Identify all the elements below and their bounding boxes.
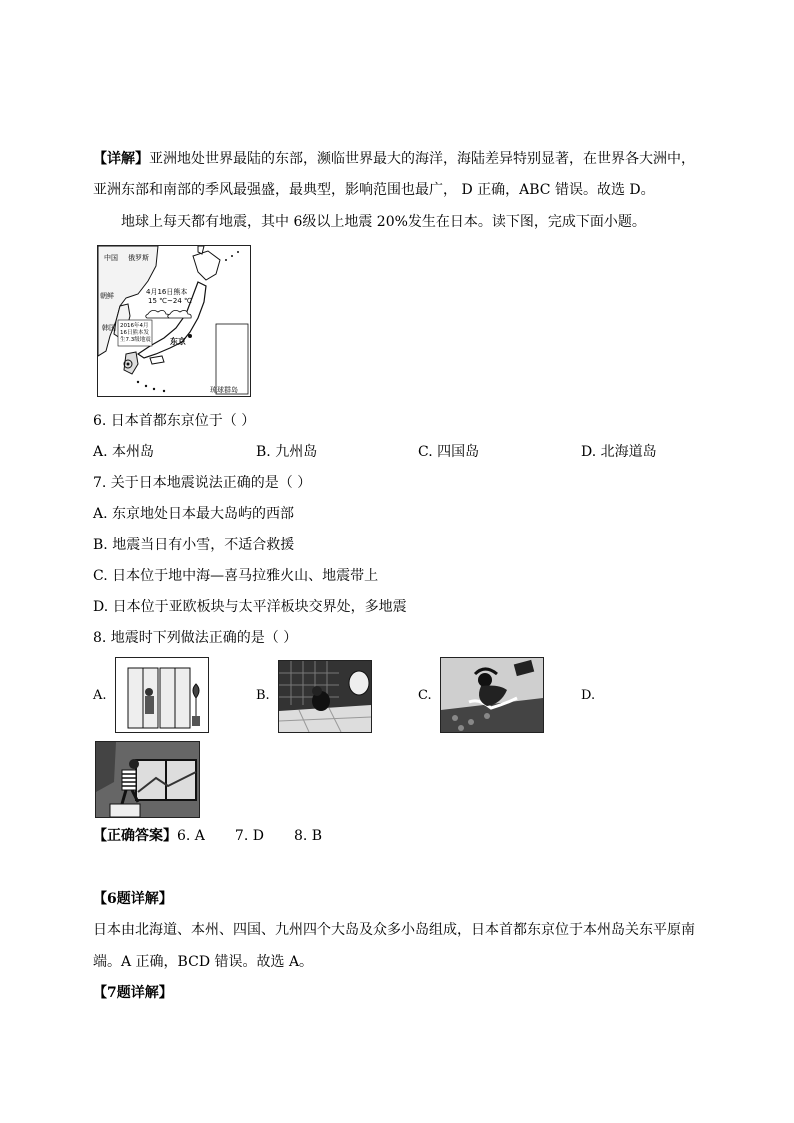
map-label-temperature: 15 ℃~24 ℃ — [148, 297, 192, 305]
question-intro: 地球上每天都有地震，其中 6级以上地震 20%发生在日本。读下图，完成下面小题。 — [121, 214, 646, 230]
q6-option-a[interactable]: A. 本州岛 — [93, 444, 155, 460]
map-label-quake-note-2: 16日熊本发 — [120, 330, 149, 336]
answer-tag: 【正确答案】 — [93, 828, 177, 844]
q8-option-c-image[interactable] — [440, 657, 544, 733]
map-label-quake-note-1: 2016年4月 — [120, 323, 149, 329]
explanation-tag: 【详解】 — [93, 151, 149, 167]
map-label-north-korea: 朝鲜 — [100, 292, 114, 300]
explanation-line-2: 亚洲东部和南部的季风最强盛，最典型，影响范围也最广， D 正确，ABC 错误。故选 D。 — [93, 182, 655, 198]
map-label-weather-date: 4月16日熊本 — [146, 288, 188, 296]
question-8-stem: 8. 地震时下列做法正确的是（ ） — [93, 630, 298, 646]
answer-line — [93, 827, 322, 845]
q7-option-d[interactable]: D. 日本位于亚欧板块与太平洋板块交界处，多地震 — [93, 599, 407, 615]
answer-item-8: 8. B — [293, 828, 323, 844]
map-label-china: 中国 — [104, 254, 118, 262]
q8-option-b-image[interactable] — [278, 660, 372, 733]
question-6-stem: 6. 日本首都东京位于（ ） — [93, 413, 256, 429]
map-label-south-korea: 韩国 — [102, 324, 116, 332]
q7-option-c[interactable]: C. 日本位于地中海—喜马拉雅火山、地震带上 — [93, 568, 379, 584]
q8-option-d-label[interactable]: D. — [581, 688, 596, 703]
q8-option-a-label[interactable]: A. — [93, 688, 107, 703]
q6-detail-line-1: 日本由北海道、本州、四国、九州四个大岛及众多小岛组成，日本首都东京位于本州岛关东平原南 — [93, 922, 695, 938]
map-label-tokyo: 东京 — [170, 337, 186, 346]
map-label-quake-note-3: 生7.3级地震 — [120, 337, 151, 343]
explanation-line-1 — [93, 150, 695, 168]
q8-option-d-image[interactable] — [95, 741, 200, 818]
tokyo-marker-icon — [188, 334, 192, 338]
q6-detail-line-2: 端。A 正确，BCD 错误。故选 A。 — [93, 954, 314, 970]
q6-option-c[interactable]: C. 四国岛 — [418, 444, 480, 460]
q8-option-a-image[interactable] — [115, 657, 209, 733]
japan-earthquake-map — [97, 245, 251, 397]
q7-option-a[interactable]: A. 东京地处日本最大岛屿的西部 — [93, 506, 295, 522]
map-label-ryukyu: 琉球群岛 — [210, 386, 238, 394]
q6-option-b[interactable]: B. 九州岛 — [256, 444, 318, 460]
q7-option-b[interactable]: B. 地震当日有小雪，不适合救援 — [93, 537, 295, 553]
q7-detail-tag: 【7题详解】 — [93, 985, 173, 1001]
explanation-text-1: 亚洲地处世界最陆的东部，濒临世界最大的海洋，海陆差异特别显著，在世界各大洲中， — [149, 151, 695, 167]
q6-detail-tag: 【6题详解】 — [93, 891, 173, 907]
q8-option-c-label[interactable]: C. — [418, 688, 432, 703]
q6-option-d[interactable]: D. 北海道岛 — [581, 444, 657, 460]
map-label-russia: 俄罗斯 — [128, 254, 149, 262]
answer-item-6: 6. A — [177, 828, 205, 844]
question-7-stem: 7. 关于日本地震说法正确的是（ ） — [93, 475, 312, 491]
q8-option-b-label[interactable]: B. — [256, 688, 270, 703]
answer-item-7: 7. D — [234, 828, 264, 844]
